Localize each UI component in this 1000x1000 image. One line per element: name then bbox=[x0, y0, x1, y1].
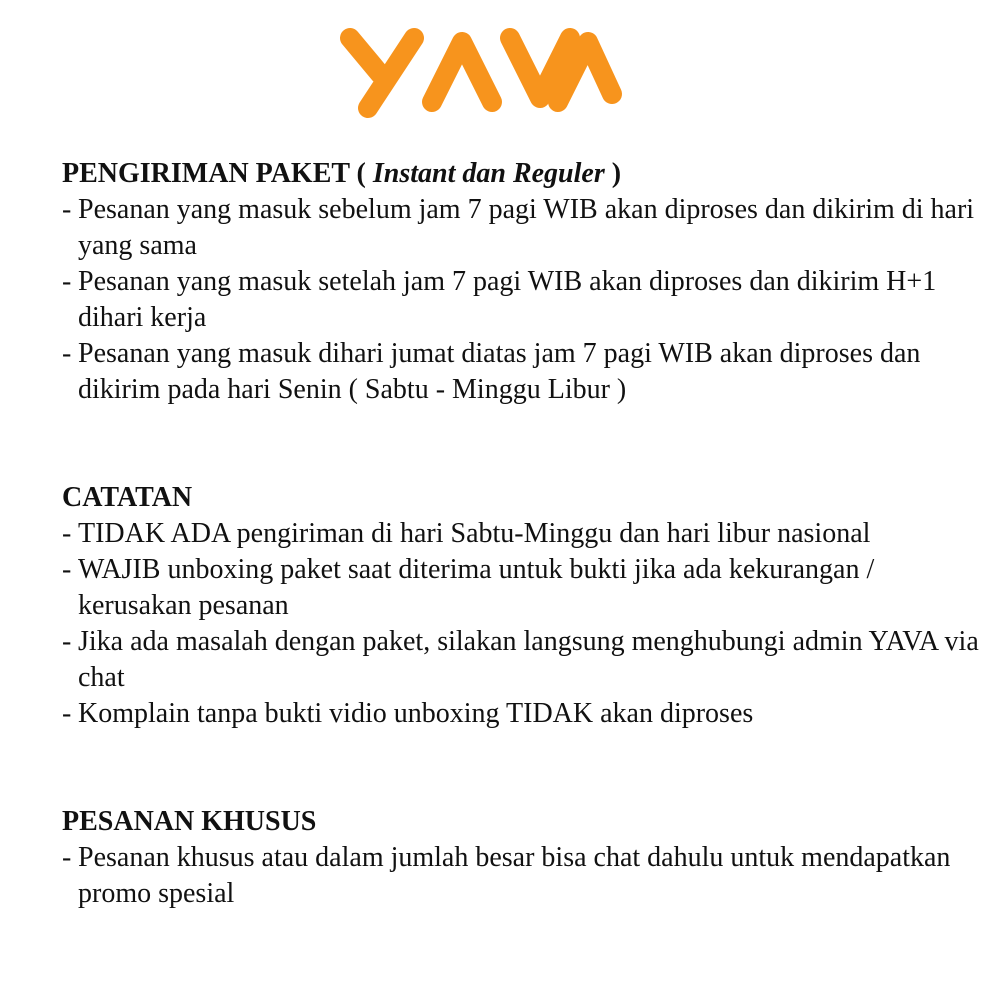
list-item bbox=[62, 336, 982, 408]
section-pengiriman-paket bbox=[62, 156, 982, 408]
section-title bbox=[62, 156, 982, 192]
list-item-text: WAJIB unboxing paket saat diterima untuk bukti jika ada kekurangan / kerusakan pesanan bbox=[78, 554, 875, 621]
yava-logo-icon bbox=[336, 24, 626, 120]
yava-logo bbox=[336, 24, 626, 120]
title-paren-close: ) bbox=[611, 158, 622, 189]
list-item bbox=[62, 516, 982, 552]
list-dash: - bbox=[62, 698, 72, 729]
list-dash: - bbox=[62, 626, 72, 657]
list-dash: - bbox=[62, 842, 72, 873]
content bbox=[62, 156, 982, 912]
list-dash: - bbox=[62, 194, 72, 225]
list-dash: - bbox=[62, 554, 72, 585]
list-item bbox=[62, 552, 982, 624]
list-item-text: Pesanan yang masuk dihari jumat diatas jam 7 pagi WIB akan diproses dan dikirim pada hari Senin ( Sabtu - Minggu Libur ) bbox=[78, 338, 921, 405]
list-item bbox=[62, 192, 982, 264]
list-dash: - bbox=[62, 338, 72, 369]
list-item bbox=[62, 624, 982, 696]
section-subtitle: Instant dan Reguler bbox=[372, 158, 605, 189]
section-pesanan-khusus bbox=[62, 804, 982, 912]
list-item bbox=[62, 696, 982, 732]
list-item-text: Pesanan yang masuk sebelum jam 7 pagi WIB akan diproses dan dikirim di hari yang sama bbox=[78, 194, 975, 261]
list-item-text: Pesanan khusus atau dalam jumlah besar bisa chat dahulu untuk mendapatkan promo spesial bbox=[78, 842, 951, 909]
list-item-text: Jika ada masalah dengan paket, silakan langsung menghubungi admin YAVA via chat bbox=[78, 626, 979, 693]
list-dash: - bbox=[62, 266, 72, 297]
list-item-text: Pesanan yang masuk setelah jam 7 pagi WIB akan diproses dan dikirim H+1 dihari kerja bbox=[78, 266, 937, 333]
list-item-text: Komplain tanpa bukti vidio unboxing TIDAK akan diproses bbox=[78, 698, 754, 729]
section-title-text: PENGIRIMAN PAKET bbox=[62, 158, 350, 189]
list-item bbox=[62, 840, 982, 912]
list-item-text: TIDAK ADA pengiriman di hari Sabtu-Minggu dan hari libur nasional bbox=[78, 518, 871, 549]
title-paren-open: ( bbox=[356, 158, 366, 189]
section-catatan bbox=[62, 480, 982, 732]
section-title: PESANAN KHUSUS bbox=[62, 806, 317, 837]
list-item bbox=[62, 264, 982, 336]
list-dash: - bbox=[62, 518, 72, 549]
section-title: CATATAN bbox=[62, 482, 193, 513]
